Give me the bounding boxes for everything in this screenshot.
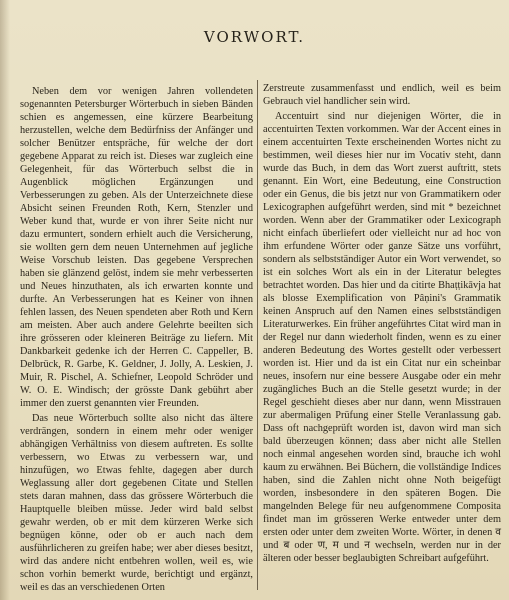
page-title: VORWORT. xyxy=(203,28,306,46)
column-divider xyxy=(257,80,258,590)
paragraph: Accentuirt sind nur diejenigen Wörter, die in accentuirten Texten vorkommen. War der Accent eines in einem accentuirten Texte erscheinenden Wortes nicht zu bestimmen, weil dieses hier nur im Vocativ steht, dann wurde das Buch, in dem das Wort zuerst auftritt, stets genannt. Ein Wort, eine Bedeutung, eine Construction oder ein Genus, die bis jetzt nur von Grammatikern oder Lexicographen aufgeführt werden, sind mit * bezeichnet worden. Wenn aber der Grammatiker oder Lexicograph nicht einfach überliefert oder vielleicht nur ad hoc von ihm erfundene Wörter oder ganze Sätze uns vorführt, sondern als selbstständiger Autor ein Wort verwendet, so ist ein solches Wort als ein in der Literatur belegtes betrachtet worden. Das hier und da citirte Bhaṭṭikāvja hat als blosse Exemplification von Pâṇini's Grammatik keinen Anspruch auf den Namen eines selbstständigen Literaturwerkes. Ein früher angeführtes Citat wird man in der Regel nur dann wiederholt finden, wenn es zu einer anderen Bedeutung des Wortes gestellt oder verbessert worden ist. Hier und da ist ein Citat nur ein scheinbar neues, insofern nur eine bessere Ausgabe oder ein mehr zugängliches Buch an die Stelle gesetzt wurde; in der Regel geschieht dieses aber nur dann, wenn Misstrauen zur abermaligen Prüfung einer Stelle Veranlassung gab. Dass oft nachgeprüft worden ist, davon wird man sich bald überzeugen können; dass aber nicht alle Stellen noch einmal angesehen worden sind, brauche ich wohl kaum zu erwähnen. Bei Büchern, die vollständige Indices haben, sind die Zahlen nicht ohne Noth beigefügt worden, insbesondere in den späteren Bogen. Die mangelnden Belege für neu aufgenommene Composita findet man im grösseren Werke entweder unter dem ersten oder unter dem zweiten Worte. Wörter, in denen व und ब oder ण, म und न wechseln, werden nur in der älteren oder besser beglaubigten Schreibart aufgeführt. xyxy=(263,111,501,564)
paragraph: Neben dem vor wenigen Jahren vollendeten sogenannten Petersburger Wörterbuch in sieben Bänden schien es angemessen, eine kürzere Bearbeitung herzustellen, welche dem Bedürfniss der Anfänger und solcher Benützer entspräche, für welche der dort gegebene Apparat zu reich ist. Dieses war zugleich eine Gelegenheit, für das Wörterbuch selbst die in Augenblick möglichen Ergänzungen und Verbesserungen zu geben. Als der Unterzeichnete diese Absicht seinen Freunden Roth, Kern, Stenzler und Weber kund that, wurde er von ihrer Seite nicht nur dazu ermuntert, sondern erhielt auch die Versicherung, sie wollten gern dem neuen Unternehmen auf jegliche Weise Vorschub leisten. Das gegebene Versprechen haben sie glänzend gelöst, indem sie mehr verbesserten und Neues hinzuthaten, als ich erwarten konnte und durfte. An Verbesserungen hat es Keiner von ihnen fehlen lassen, des Neuen spendeten aber Roth und Kern am meisten. Aber auch andere Gelehrte beeilten sich ihre grösseren oder kleineren Beiträge zu liefern. Mit Dankbarkeit gedenke ich der Herren C. Cappeller, B. Delbrück, R. Garbe, K. Geldner, J. Jolly, A. Leskien, J. Muir, R. Pischel, A. Schiefner, Leopold Schröder und W. O. E. Windisch; der grösste Dank gebührt aber immer den zuerst genannten vier Freunden. xyxy=(20,86,253,409)
right-column xyxy=(263,82,501,565)
paragraph-continuation: Zerstreute zusammenfasst und endlich, weil es beim Gebrauch viel handlicher sein wird. xyxy=(263,83,501,107)
left-column xyxy=(20,85,253,594)
paragraph: Das neue Wörterbuch sollte also nicht das ältere verdrängen, sondern in einem mehr oder weniger abhängigen Verhältniss von diesem auftreten. Es sollte verbessern, wo Etwas zu verbessern war, und hinzufügen, wo Etwas fehlte, dagegen aber durch Weglassung aller dort gegebenen Citate und Stellen stets daran mahnen, dass das grössere Wörterbuch die Hauptquelle bleiben müsse. Jeder wird bald selbst gewahr werden, ob er mit dem kürzeren Werke sich begnügen könne, oder ob er auch nach dem ausführlicheren zu greifen habe; wer aber dieses besitzt, wird das andere nicht entbehren wollen, weil es, wie schon vorhin bemerkt wurde, berichtigt und ergänzt, weil es das an verschiedenen Orten xyxy=(20,413,253,593)
